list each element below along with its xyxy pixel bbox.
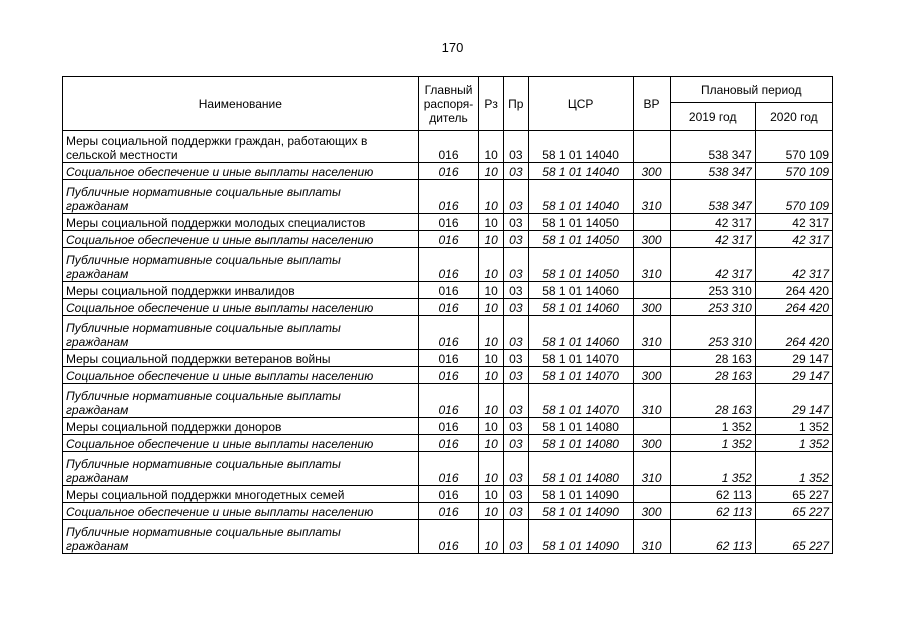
cell-vr: 310	[633, 384, 670, 418]
cell-vr	[633, 350, 670, 367]
cell-vr: 300	[633, 435, 670, 452]
cell-pr: 03	[504, 163, 529, 180]
cell-2019: 1 352	[670, 418, 755, 435]
cell-2019: 1 352	[670, 452, 755, 486]
table-row	[63, 299, 833, 316]
cell-glavny: 016	[418, 248, 479, 282]
cell-2019: 538 347	[670, 180, 755, 214]
header-glavny	[418, 77, 479, 131]
cell-glavny: 016	[418, 367, 479, 384]
cell-pr: 03	[504, 248, 529, 282]
cell-name	[63, 384, 419, 418]
cell-vr	[633, 214, 670, 231]
budget-table	[62, 76, 833, 554]
cell-name	[63, 131, 419, 163]
cell-name	[63, 180, 419, 214]
cell-name	[63, 350, 419, 367]
cell-name-line1: Меры социальной поддержки ветеранов войны	[66, 352, 331, 366]
header-period: Плановый период	[670, 77, 832, 103]
cell-2020: 264 420	[755, 282, 832, 299]
cell-rz: 10	[479, 299, 504, 316]
cell-name-line1: Социальное обеспечение и иные выплаты населению	[66, 437, 374, 451]
table-row	[63, 503, 833, 520]
cell-2019: 42 317	[670, 231, 755, 248]
cell-name	[63, 231, 419, 248]
cell-pr: 03	[504, 435, 529, 452]
cell-2019: 62 113	[670, 486, 755, 503]
cell-2020: 264 420	[755, 316, 832, 350]
cell-2020: 65 227	[755, 486, 832, 503]
cell-rz: 10	[479, 486, 504, 503]
table-row	[63, 163, 833, 180]
cell-pr: 03	[504, 131, 529, 163]
cell-name	[63, 486, 419, 503]
table-row	[63, 282, 833, 299]
cell-csr: 58 1 01 14090	[528, 486, 633, 503]
cell-csr: 58 1 01 14090	[528, 503, 633, 520]
cell-csr: 58 1 01 14060	[528, 282, 633, 299]
cell-glavny: 016	[418, 231, 479, 248]
cell-2020: 1 352	[755, 418, 832, 435]
cell-name	[63, 520, 419, 554]
cell-name-line1: Меры социальной поддержки доноров	[66, 420, 282, 434]
cell-glavny: 016	[418, 282, 479, 299]
cell-name-line1: Публичные нормативные социальные выплаты	[66, 389, 341, 403]
cell-rz: 10	[479, 231, 504, 248]
cell-vr	[633, 131, 670, 163]
table-row	[63, 248, 833, 282]
header-year-2020: 2020 год	[755, 103, 832, 131]
header-glavny-line2: распоря-	[423, 96, 474, 111]
cell-name-line1: Социальное обеспечение и иные выплаты населению	[66, 505, 374, 519]
cell-vr: 310	[633, 452, 670, 486]
cell-2019: 538 347	[670, 131, 755, 163]
cell-name	[63, 299, 419, 316]
cell-2020: 29 147	[755, 350, 832, 367]
cell-pr: 03	[504, 486, 529, 503]
cell-pr: 03	[504, 180, 529, 214]
cell-vr: 310	[633, 248, 670, 282]
cell-2020: 570 109	[755, 163, 832, 180]
cell-vr	[633, 486, 670, 503]
cell-name-line2: гражданам	[66, 539, 129, 553]
cell-2020: 29 147	[755, 367, 832, 384]
cell-name	[63, 316, 419, 350]
cell-name	[63, 503, 419, 520]
cell-name-line1: Социальное обеспечение и иные выплаты населению	[66, 369, 374, 383]
cell-rz: 10	[479, 384, 504, 418]
cell-glavny: 016	[418, 131, 479, 163]
cell-pr: 03	[504, 418, 529, 435]
table-row	[63, 180, 833, 214]
cell-name-line1: Публичные нормативные социальные выплаты	[66, 525, 341, 539]
cell-name-line1: Меры социальной поддержки молодых специалистов	[66, 216, 366, 230]
cell-csr: 58 1 01 14050	[528, 231, 633, 248]
cell-rz: 10	[479, 131, 504, 163]
cell-name	[63, 248, 419, 282]
cell-name-line1: Меры социальной поддержки граждан, работающих в	[66, 134, 368, 148]
cell-name-line1: Социальное обеспечение и иные выплаты населению	[66, 301, 374, 315]
cell-vr: 310	[633, 316, 670, 350]
cell-name-line2: гражданам	[66, 267, 129, 281]
header-year-2019: 2019 год	[670, 103, 755, 131]
cell-name-line2: гражданам	[66, 471, 129, 485]
cell-2019: 42 317	[670, 214, 755, 231]
table-row	[63, 418, 833, 435]
cell-pr: 03	[504, 503, 529, 520]
cell-glavny: 016	[418, 299, 479, 316]
table-row	[63, 231, 833, 248]
header-pr: Пр	[504, 77, 529, 131]
cell-glavny: 016	[418, 435, 479, 452]
cell-csr: 58 1 01 14050	[528, 214, 633, 231]
table-row	[63, 131, 833, 163]
cell-rz: 10	[479, 520, 504, 554]
cell-vr: 300	[633, 299, 670, 316]
cell-name-line1: Публичные нормативные социальные выплаты	[66, 457, 341, 471]
cell-rz: 10	[479, 503, 504, 520]
table-row	[63, 350, 833, 367]
cell-2020: 570 109	[755, 180, 832, 214]
cell-pr: 03	[504, 282, 529, 299]
cell-csr: 58 1 01 14090	[528, 520, 633, 554]
cell-pr: 03	[504, 316, 529, 350]
cell-csr: 58 1 01 14040	[528, 163, 633, 180]
cell-glavny: 016	[418, 452, 479, 486]
cell-glavny: 016	[418, 486, 479, 503]
cell-2020: 42 317	[755, 214, 832, 231]
cell-name-line1: Социальное обеспечение и иные выплаты населению	[66, 233, 374, 247]
header-name: Наименование	[63, 77, 419, 131]
cell-pr: 03	[504, 214, 529, 231]
cell-csr: 58 1 01 14080	[528, 418, 633, 435]
cell-csr: 58 1 01 14080	[528, 435, 633, 452]
header-glavny-line1: Главный	[424, 82, 473, 97]
table-row	[63, 520, 833, 554]
cell-glavny: 016	[418, 316, 479, 350]
cell-2019: 1 352	[670, 435, 755, 452]
cell-vr	[633, 282, 670, 299]
cell-glavny: 016	[418, 350, 479, 367]
cell-name	[63, 452, 419, 486]
cell-csr: 58 1 01 14060	[528, 316, 633, 350]
cell-csr: 58 1 01 14080	[528, 452, 633, 486]
cell-name-line2: гражданам	[66, 335, 129, 349]
cell-pr: 03	[504, 350, 529, 367]
cell-2020: 65 227	[755, 503, 832, 520]
table-body	[63, 131, 833, 554]
cell-vr: 300	[633, 163, 670, 180]
cell-name-line1: Социальное обеспечение и иные выплаты населению	[66, 165, 374, 179]
cell-glavny: 016	[418, 503, 479, 520]
cell-rz: 10	[479, 350, 504, 367]
cell-2020: 42 317	[755, 231, 832, 248]
cell-rz: 10	[479, 214, 504, 231]
table-header	[63, 77, 833, 131]
cell-rz: 10	[479, 452, 504, 486]
cell-csr: 58 1 01 14040	[528, 131, 633, 163]
cell-2020: 29 147	[755, 384, 832, 418]
cell-csr: 58 1 01 14050	[528, 248, 633, 282]
cell-name-line1: Меры социальной поддержки многодетных семей	[66, 488, 345, 502]
table-row	[63, 384, 833, 418]
cell-name-line1: Меры социальной поддержки инвалидов	[66, 284, 295, 298]
cell-2019: 28 163	[670, 350, 755, 367]
cell-2019: 253 310	[670, 316, 755, 350]
cell-2020: 65 227	[755, 520, 832, 554]
cell-vr: 300	[633, 231, 670, 248]
cell-name	[63, 418, 419, 435]
cell-2019: 42 317	[670, 248, 755, 282]
cell-glavny: 016	[418, 418, 479, 435]
cell-vr	[633, 418, 670, 435]
table-row	[63, 452, 833, 486]
cell-pr: 03	[504, 367, 529, 384]
header-vr: ВР	[633, 77, 670, 131]
cell-rz: 10	[479, 367, 504, 384]
cell-2019: 538 347	[670, 163, 755, 180]
table-row	[63, 435, 833, 452]
cell-rz: 10	[479, 180, 504, 214]
cell-rz: 10	[479, 163, 504, 180]
cell-rz: 10	[479, 316, 504, 350]
cell-glavny: 016	[418, 163, 479, 180]
cell-name	[63, 214, 419, 231]
cell-csr: 58 1 01 14070	[528, 367, 633, 384]
table-row	[63, 316, 833, 350]
page-number: 170	[441, 40, 464, 55]
header-rz: Рз	[479, 77, 504, 131]
cell-csr: 58 1 01 14040	[528, 180, 633, 214]
cell-2019: 253 310	[670, 282, 755, 299]
cell-name-line2: гражданам	[66, 403, 129, 417]
cell-glavny: 016	[418, 384, 479, 418]
cell-rz: 10	[479, 418, 504, 435]
cell-rz: 10	[479, 282, 504, 299]
cell-2020: 264 420	[755, 299, 832, 316]
cell-csr: 58 1 01 14060	[528, 299, 633, 316]
cell-vr: 300	[633, 367, 670, 384]
cell-2019: 62 113	[670, 520, 755, 554]
cell-2020: 570 109	[755, 131, 832, 163]
cell-2019: 253 310	[670, 299, 755, 316]
cell-vr: 310	[633, 520, 670, 554]
cell-name-line1: Публичные нормативные социальные выплаты	[66, 185, 341, 199]
table-row	[63, 367, 833, 384]
cell-name	[63, 435, 419, 452]
cell-glavny: 016	[418, 180, 479, 214]
cell-2019: 28 163	[670, 384, 755, 418]
cell-vr: 300	[633, 503, 670, 520]
cell-pr: 03	[504, 299, 529, 316]
cell-2019: 28 163	[670, 367, 755, 384]
cell-rz: 10	[479, 435, 504, 452]
cell-pr: 03	[504, 520, 529, 554]
cell-2019: 62 113	[670, 503, 755, 520]
cell-2020: 1 352	[755, 435, 832, 452]
cell-pr: 03	[504, 384, 529, 418]
cell-2020: 1 352	[755, 452, 832, 486]
cell-vr: 310	[633, 180, 670, 214]
cell-rz: 10	[479, 248, 504, 282]
header-csr: ЦСР	[528, 77, 633, 131]
table-row	[63, 486, 833, 503]
cell-name-line2: гражданам	[66, 199, 129, 213]
cell-name-line1: Публичные нормативные социальные выплаты	[66, 253, 341, 267]
cell-2020: 42 317	[755, 248, 832, 282]
cell-pr: 03	[504, 452, 529, 486]
cell-name-line2: сельской местности	[66, 148, 178, 162]
cell-name	[63, 282, 419, 299]
table-row	[63, 214, 833, 231]
cell-name-line1: Публичные нормативные социальные выплаты	[66, 321, 341, 335]
cell-glavny: 016	[418, 214, 479, 231]
cell-name	[63, 367, 419, 384]
cell-name	[63, 163, 419, 180]
cell-pr: 03	[504, 231, 529, 248]
cell-csr: 58 1 01 14070	[528, 384, 633, 418]
cell-glavny: 016	[418, 520, 479, 554]
header-glavny-line3: дитель	[429, 110, 468, 125]
cell-csr: 58 1 01 14070	[528, 350, 633, 367]
